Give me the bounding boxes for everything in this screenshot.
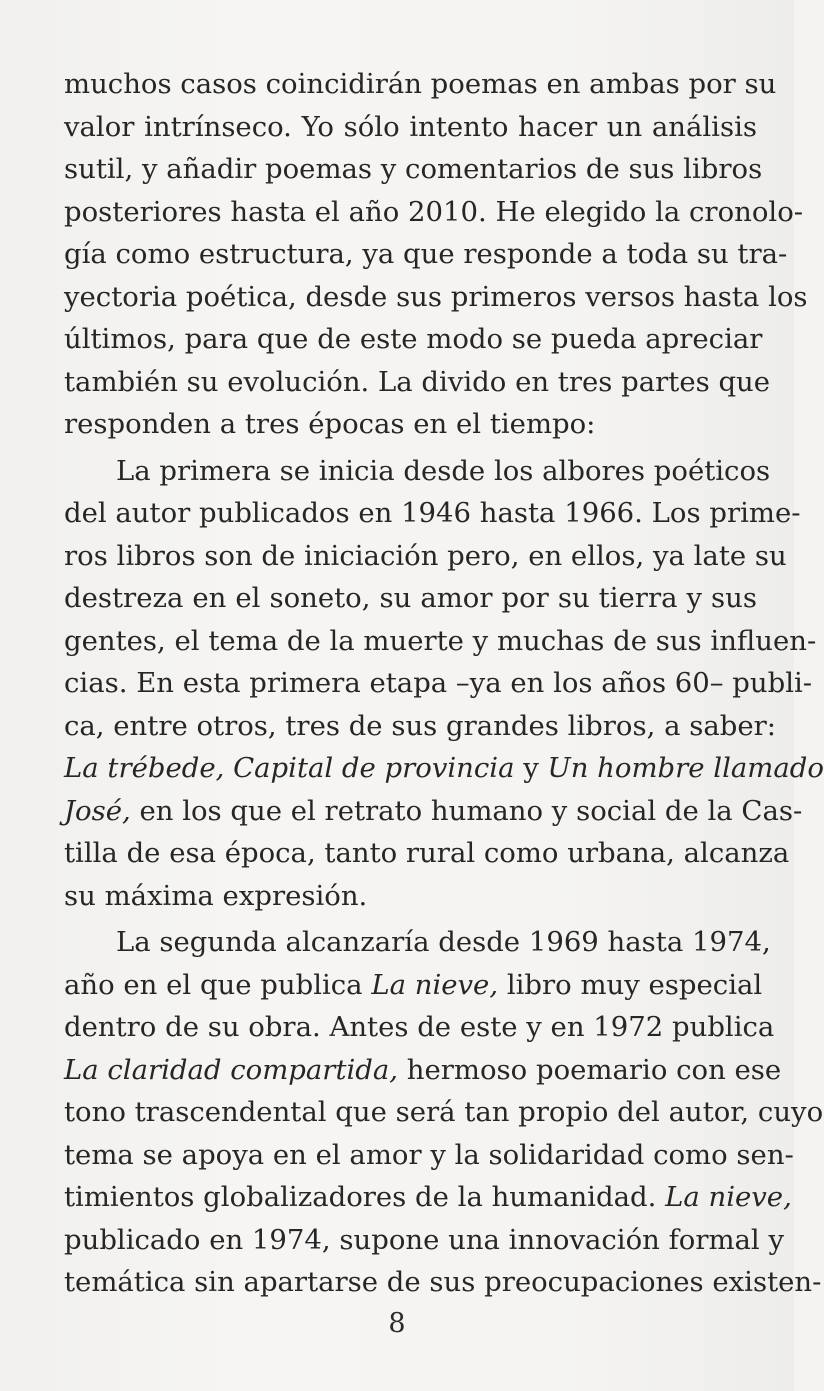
text-line: La segunda alcanzaría desde 1969 hasta 1974, [116,926,771,958]
text-line: dentro de su obra. Antes de este y en 1972 publica [64,1011,775,1043]
text-fragment: hermoso poemario con ese [406,1053,782,1086]
text-line [64,964,763,1007]
book-title: La trébede, Capital de provincia [64,752,515,784]
text-line [64,1049,782,1092]
text-line: La primera se inicia desde los albores poéticos [116,454,771,487]
text-line: ros libros son de iniciación pero, en ellos, ya late su [64,539,787,572]
text-line: temática sin apartarse de sus preocupaciones existen- [64,1266,822,1298]
text-fragment: timientos globalizadores de la humanidad. [64,1181,657,1213]
text-line: cias. En esta primera etapa –ya en los años 60– publi- [64,667,813,699]
book-title: La nieve, [665,1181,792,1213]
text-line: tema se apoya en el amor y la solidaridad como sen- [64,1138,794,1171]
text-fragment: libro muy especial [506,968,763,1001]
book-title: José, [64,794,131,827]
book-title: Un hombre llamado [547,752,824,784]
book-title: La claridad compartida, [64,1053,399,1086]
text-line: gía como estructura, ya que responde a toda su tra- [64,238,788,270]
text-line: también su evolución. La divido en tres partes que [64,365,771,398]
text-line: yectoria poética, desde sus primeros versos hasta los [64,280,808,313]
text-line [64,747,824,790]
book-title: La nieve, [371,968,499,1001]
body-text [64,63,824,1304]
text-line: sutil, y añadir poemas y comentarios de sus libros [64,153,763,185]
text-line: destreza en el soneto, su amor por su tierra y sus [64,582,757,614]
text-line: últimos, para que de este modo se pueda apreciar [64,323,763,355]
text-line: su máxima expresión. [64,879,368,912]
text-line [64,1176,792,1219]
text-line: gentes, el tema de la muerte y muchas de sus influen- [64,624,817,657]
text-line: ca, entre otros, tres de sus grandes libros, a saber: [64,709,777,742]
text-line: tilla de esa época, tanto rural como urbana, alcanza [64,837,790,869]
text-fragment: año en el que publica [64,968,363,1001]
text-fragment: en los que el retrato humano y social de la Cas- [139,794,803,827]
text-line: valor intrínseco. Yo sólo intento hacer un análisis [64,110,757,143]
text-line: responden a tres épocas en el tiempo: [64,408,596,440]
text-line: posteriores hasta el año 2010. He elegido la cronolo- [64,195,804,228]
text-line [64,790,803,833]
page-number: 8 [388,1308,406,1339]
text-line: muchos casos coincidirán poemas en ambas por su [64,68,777,100]
text-fragment: y [523,752,539,784]
text-line: del autor publicados en 1946 hasta 1966. Los prime- [64,497,801,529]
text-line: tono trascendental que será tan propio del autor, cuyo [64,1096,824,1128]
text-line: publicado en 1974, supone una innovación formal y [64,1223,785,1256]
